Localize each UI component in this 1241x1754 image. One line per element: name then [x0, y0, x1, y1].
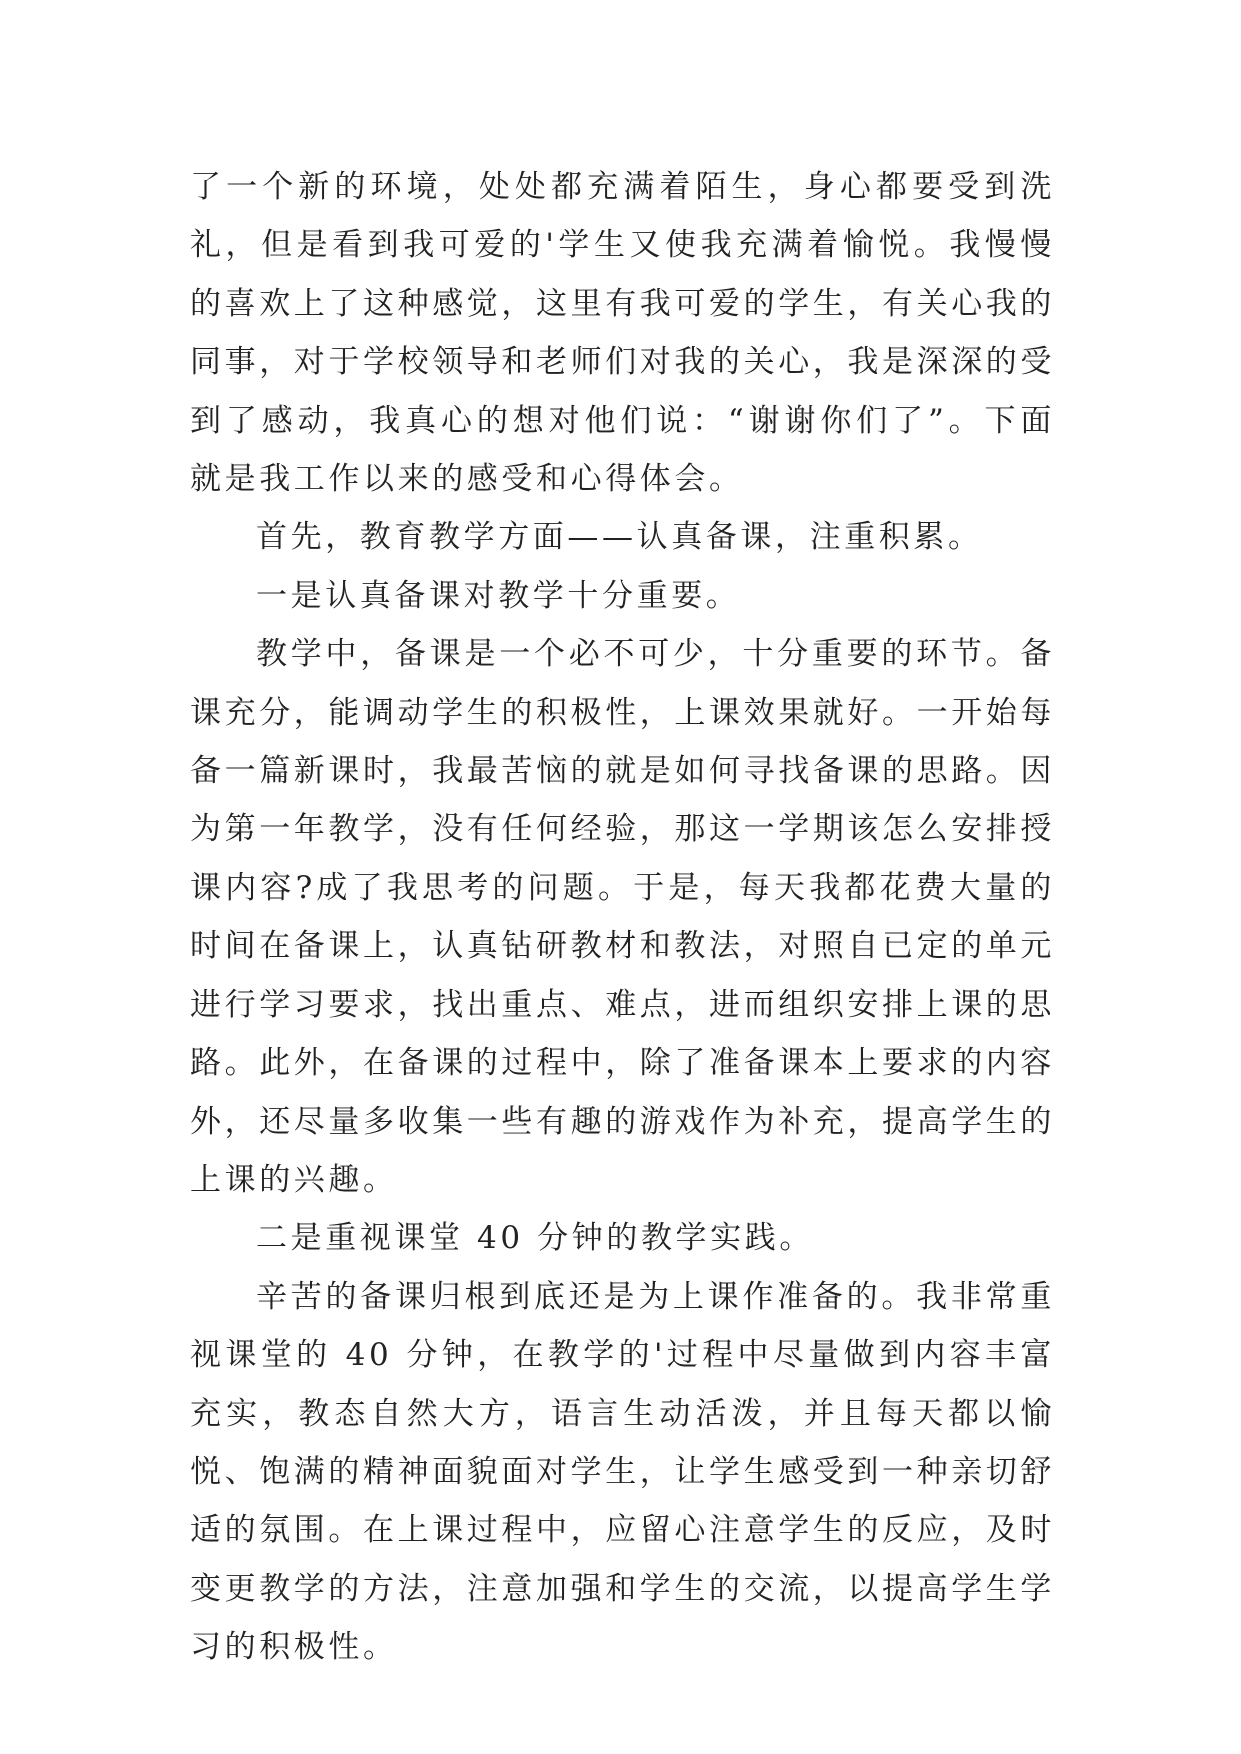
paragraph-2: 首先，教育教学方面——认真备课，注重积累。 [256, 519, 983, 556]
paragraph-6: 辛苦的备课归根到底还是为上课作准备的。我非常重视课堂的 40 分钟，在教学的'过程中尽量做到内容丰富充实，教态自然大方，语言生动活泼，并且每天都以愉悦、饱满的精神面貌面对学生，让学生感受到一种亲切舒适的氛围。在上课过程中，应留心注意学生的反应，及时变更教学的方法，注意加强和学生的交流，以提高学生学习的积极性。 [190, 1278, 1055, 1666]
paragraph-4: 教学中，备课是一个必不可少，十分重要的环节。备课充分，能调动学生的积极性，上课效果就好。一开始每备一篇新课时，我最苦恼的就是如何寻找备课的思路。因为第一年教学，没有任何经验，那这一学期该怎么安排授课内容?成了我思考的问题。于是，每天我都花费大量的时间在备课上，认真钻研教材和教法，对照自已定的单元进行学习要求，找出重点、难点，进而组织安排上课的思路。此外，在备课的过程中，除了准备课本上要求的内容外，还尽量多收集一些有趣的游戏作为补充，提高学生的上课的兴趣。 [190, 636, 1055, 1198]
paragraph-1: 了一个新的环境，处处都充满着陌生，身心都要受到洗礼，但是看到我可爱的'学生又使我充满着愉悦。我慢慢的喜欢上了这种感觉，这里有我可爱的学生，有关心我的同事，对于学校领导和老师们对我的关心，我是深深的受到了感动，我真心的想对他们说：“谢谢你们了”。下面就是我工作以来的感受和心得体会。 [190, 169, 1055, 498]
document-body [190, 158, 1055, 1677]
paragraph-3: 一是认真备课对教学十分重要。 [256, 577, 741, 614]
paragraph-5: 二是重视课堂 40 分钟的教学实践。 [256, 1220, 814, 1257]
